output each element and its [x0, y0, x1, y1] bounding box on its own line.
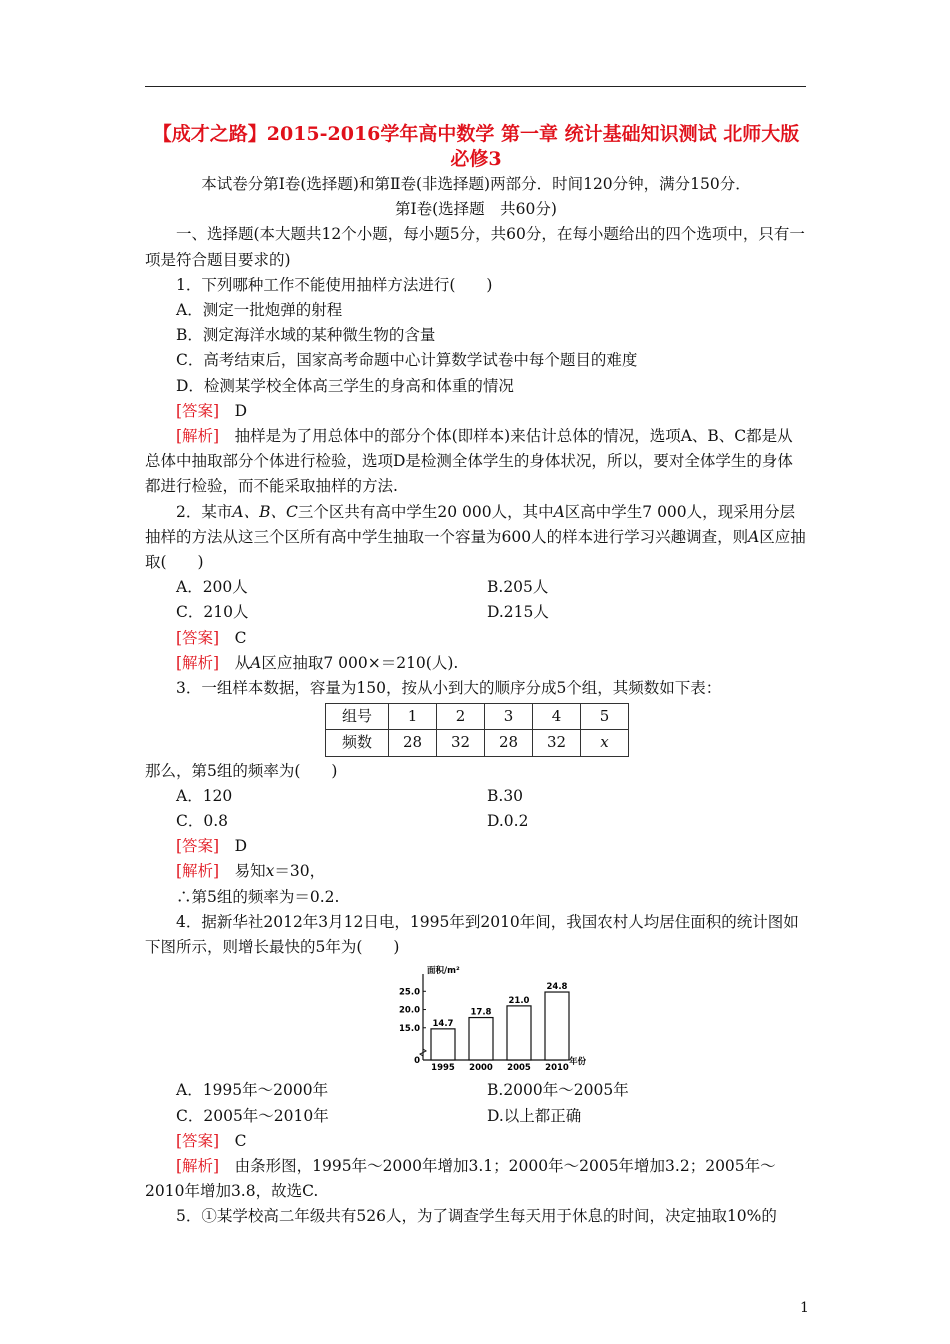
q4-option-a: A．1995年～2000年 [176, 1081, 329, 1100]
bar [507, 1006, 531, 1060]
q2-stem-part: 三个区共有高中学生20 000人，其中 [297, 502, 554, 521]
y-tick-label: 25.0 [399, 987, 420, 998]
table-cell: x [581, 730, 629, 756]
explanation-tag: [解析] [176, 862, 220, 881]
q2-option-a: A．200人 [176, 578, 248, 597]
explanation-tag: [解析] [176, 1156, 220, 1175]
answer-tag: [答案] [176, 837, 220, 856]
q3-option-b: B.30 [487, 786, 524, 805]
answer-tag: [答案] [176, 401, 220, 420]
q2-option-b: B.205人 [487, 578, 549, 597]
answer-tag: [答案] [176, 1131, 220, 1150]
document-page [145, 122, 807, 1230]
explanation-text: 易知 [234, 862, 266, 881]
q2-stem-part: 区应抽取( ) [145, 527, 806, 572]
q3-answer [145, 834, 807, 859]
q2-stem-part: 区高中学生7 000人，现采用分层抽样的方法从这三个区所有高中学生抽取一个容量为600人的样本进行学习兴趣调查，则 [145, 502, 796, 546]
explanation-text: 从 [234, 653, 251, 672]
x-tick-label: 1995 [431, 1063, 455, 1074]
answer-tag: [答案] [176, 628, 220, 647]
q1-option-d: D．检测某学校全体高三学生的身高和体重的情况 [176, 376, 514, 395]
bar-value-label: 24.8 [546, 982, 568, 993]
table-cell: 5 [581, 704, 629, 730]
q2-option-d: D.215人 [487, 603, 549, 622]
table-cell: 32 [437, 730, 485, 756]
table-cell: 32 [533, 730, 581, 756]
q2-options-row-2 [145, 600, 807, 625]
table-cell: 频数 [326, 730, 389, 756]
q2-option-c: C．210人 [176, 603, 249, 622]
bar-value-label: 14.7 [432, 1019, 454, 1030]
q2-stem-part: A [748, 527, 760, 546]
q4-option-d: D.以上都正确 [487, 1106, 582, 1125]
q2-options-row-1 [145, 575, 807, 600]
bar [431, 1029, 455, 1060]
table-header-row [326, 704, 629, 730]
q4-option-c: C．2005年～2010年 [176, 1106, 329, 1125]
q2-stem-part: 2．某市 [176, 502, 233, 521]
q1-answer [145, 399, 807, 424]
y-tick-label: 20.0 [399, 1005, 420, 1016]
answer-value: D [234, 401, 248, 420]
table-cell: 2 [437, 704, 485, 730]
q1-option-c: C．高考结束后，国家高考命题中心计算数学试卷中每个题目的难度 [176, 351, 638, 370]
q4-stem: 4．据新华社2012年3月12日电，1995年到2010年间，我国农村人均居住面积的统计图如下图所示，则增长最快的5年为( ) [145, 912, 799, 957]
explanation-text: A [250, 653, 262, 672]
bar-chart-container [381, 964, 807, 1074]
table-cell: 组号 [326, 704, 389, 730]
q3-options-row-1 [145, 784, 807, 809]
bar-value-label: 17.8 [470, 1007, 492, 1018]
explanation-tag: [解析] [176, 427, 220, 446]
table-cell: 28 [389, 730, 437, 756]
q1-option-b: B．测定海洋水域的某种微生物的含量 [176, 326, 436, 345]
q2-explanation [145, 651, 807, 676]
q4-options-row-1 [145, 1078, 807, 1103]
q3-explanation [145, 859, 807, 884]
section-heading: 第Ⅰ卷(选择题 共60分) [395, 200, 557, 219]
explanation-text: 抽样是为了用总体中的部分个体(即样本)来估计总体的情况，选项A、B、C都是从总体中抽取部分个体进行检验，选项D是检测全体学生的身体状况，所以，要对全体学生的身体都进行检验，而不能采取抽样的方法. [145, 427, 793, 496]
q2-stem [145, 500, 807, 576]
y-tick-label: 0 [414, 1056, 420, 1067]
header-rule [145, 86, 806, 87]
bar-chart [381, 964, 611, 1074]
explanation-text: ＝30， [274, 862, 326, 881]
document-title: 【成才之路】2015-2016学年高中数学 第一章 统计基础知识测试 北师大版必修3 [152, 123, 800, 170]
y-tick-label: 15.0 [399, 1024, 420, 1035]
table-cell: 1 [389, 704, 437, 730]
q3-option-c: C．0.8 [176, 812, 229, 831]
q5-stem: 5．①某学校高二年级共有526人，为了调查学生每天用于休息的时间，决定抽取10%的 [176, 1207, 777, 1226]
q1-stem: 1．下列哪种工作不能使用抽样方法进行( ) [176, 275, 493, 294]
exam-intro: 本试卷分第Ⅰ卷(选择题)和第Ⅱ卷(非选择题)两部分．时间120分钟，满分150分． [201, 175, 751, 193]
q2-stem-part: A [553, 502, 565, 521]
q3-explanation-2: ∴第5组的频率为＝0.2. [176, 887, 340, 906]
q4-option-b: B.2000年～2005年 [487, 1081, 629, 1100]
explanation-tag: [解析] [176, 653, 220, 672]
y-axis-label: 面积/m² [427, 966, 460, 977]
q1-option-a: A．测定一批炮弹的射程 [176, 301, 343, 320]
q2-stem-part: A、B、C [232, 502, 298, 521]
answer-value: C [234, 1131, 247, 1150]
explanation-text: x [265, 862, 275, 881]
explanation-text: 由条形图，1995年～2000年增加3.1；2000年～2005年增加3.2；2005年～2010年增加3.8，故选C. [145, 1156, 776, 1201]
page-number: 1 [800, 1300, 809, 1316]
q3-options-row-2 [145, 809, 807, 834]
table-cell: 28 [485, 730, 533, 756]
x-axis-label: 年份 [569, 1057, 587, 1068]
table-row [326, 730, 629, 756]
q1-explanation [145, 424, 807, 500]
q3-stem: 3．一组样本数据，容量为150，按从小到大的顺序分成5个组，其频数如下表： [176, 679, 722, 698]
frequency-table [325, 703, 629, 756]
q3-option-a: A．120 [176, 786, 233, 805]
part-heading: 一、选择题(本大题共12个小题，每小题5分，共60分，在每小题给出的四个选项中，只有一项是符合题目要求的) [145, 225, 805, 269]
x-tick-label: 2005 [507, 1063, 531, 1074]
table-cell: 3 [485, 704, 533, 730]
q3-follow: 那么，第5组的频率为( ) [145, 761, 338, 780]
q3-option-d: D.0.2 [487, 812, 529, 831]
x-tick-label: 2000 [469, 1063, 493, 1074]
x-tick-label: 2010 [545, 1063, 569, 1074]
answer-value: C [234, 628, 247, 647]
answer-value: D [234, 837, 248, 856]
q4-explanation [145, 1154, 807, 1204]
bar [469, 1018, 493, 1060]
q4-answer [145, 1129, 807, 1154]
bar [545, 992, 569, 1060]
q2-answer [145, 626, 807, 651]
explanation-text: 区应抽取7 000×＝210(人). [261, 653, 459, 672]
table-cell: 4 [533, 704, 581, 730]
bar-value-label: 21.0 [508, 996, 530, 1007]
q4-options-row-2 [145, 1104, 807, 1129]
